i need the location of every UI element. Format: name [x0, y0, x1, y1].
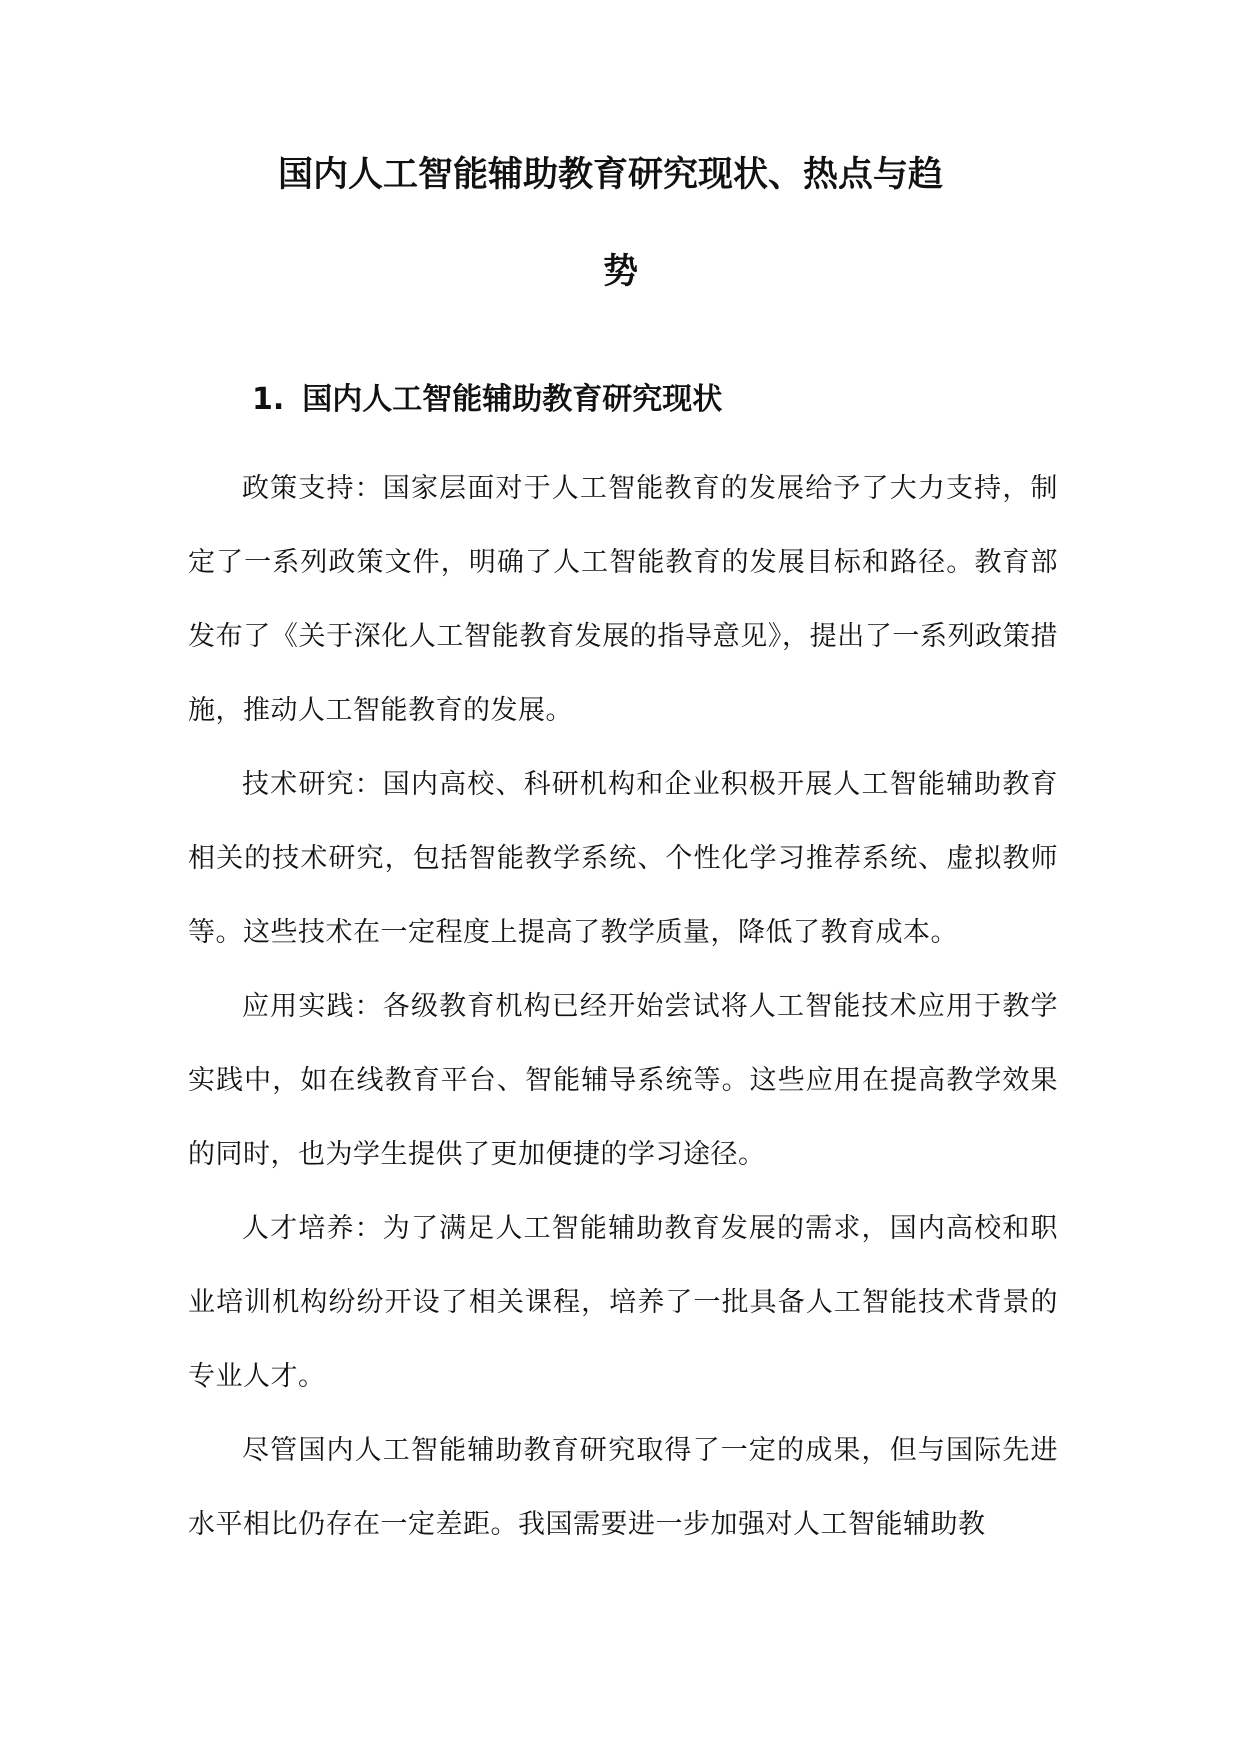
document-title: 国内人工智能辅助教育研究现状、热点与趋	[277, 155, 943, 195]
document-title-continuation: 势	[602, 252, 638, 292]
paragraph-policy-support: 政策支持：国家层面对于人工智能教育的发展给予了大力支持，制定了一系列政策文件，明确了人工智能教育的发展目标和路径。教育部发布了《关于深化人工智能教育发展的指导意见》，提出了一系列政策措施，推动人工智能教育的发展。	[188, 473, 1058, 726]
paragraph-gap-summary: 尽管国内人工智能辅助教育研究取得了一定的成果，但与国际先进水平相比仍存在一定差距。我国需要进一步加强对人工智能辅助教	[188, 1435, 1058, 1540]
section-heading	[252, 380, 722, 420]
section-title: 国内人工智能辅助教育研究现状	[302, 382, 723, 417]
section-number: 1.	[252, 382, 285, 417]
paragraph-technical-research: 技术研究：国内高校、科研机构和企业积极开展人工智能辅助教育相关的技术研究，包括智能教学系统、个性化学习推荐系统、虚拟教师等。这些技术在一定程度上提高了教学质量，降低了教育成本。	[188, 769, 1058, 948]
paragraph-talent-cultivation: 人才培养：为了满足人工智能辅助教育发展的需求，国内高校和职业培训机构纷纷开设了相关课程，培养了一批具备人工智能技术背景的专业人才。	[188, 1213, 1058, 1392]
paragraph-application-practice: 应用实践：各级教育机构已经开始尝试将人工智能技术应用于教学实践中，如在线教育平台、智能辅导系统等。这些应用在提高教学效果的同时，也为学生提供了更加便捷的学习途径。	[188, 991, 1058, 1170]
